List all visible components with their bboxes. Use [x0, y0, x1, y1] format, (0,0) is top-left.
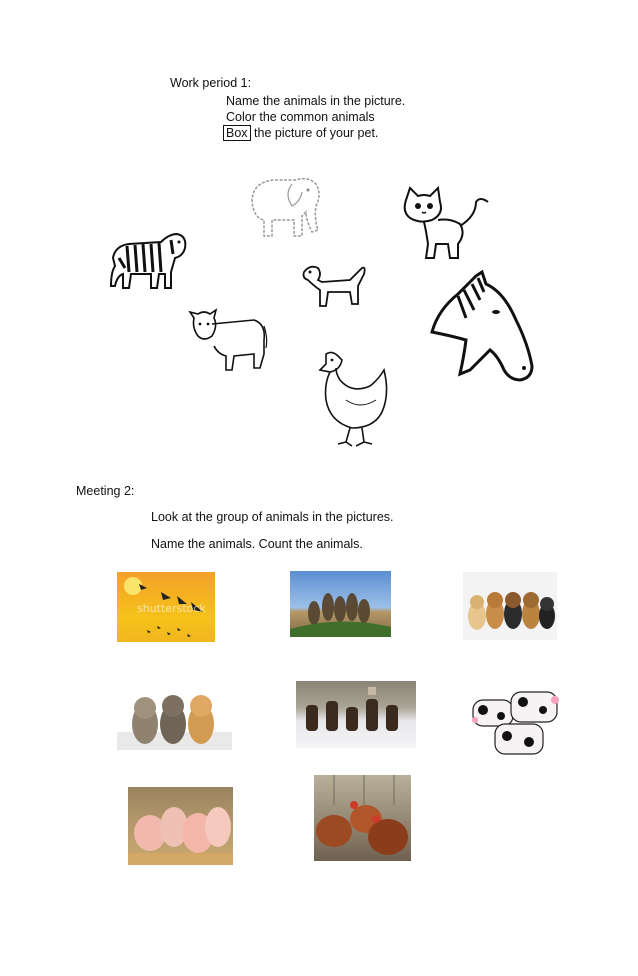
work-period-heading: Work period 1:: [170, 76, 252, 90]
instruction-box-pet: [226, 125, 378, 141]
instruction-name-animals: Name the animals in the picture.: [226, 94, 406, 108]
dog-drawing: [300, 262, 370, 312]
puppies-photo: [463, 572, 557, 640]
birds-sunset-photo: [117, 572, 215, 648]
watermark-text: shutterstock: [137, 602, 206, 615]
elephant-drawing: [244, 172, 324, 242]
instruction-box-rest: the picture of your pet.: [250, 126, 379, 140]
piglets-photo: [128, 787, 233, 865]
instruction-look-group: Look at the group of animals in the pictures.: [151, 510, 394, 524]
boxed-word: Box: [223, 125, 251, 141]
meerkats-photo: [290, 571, 391, 637]
horses-snow-photo: [296, 681, 416, 748]
hen-drawing: [316, 350, 392, 450]
meeting-heading: Meeting 2:: [76, 484, 135, 498]
kittens-photo: [117, 688, 232, 750]
cows-cartoon-photo: [467, 686, 570, 764]
instruction-name-count: Name the animals. Count the animals.: [151, 537, 363, 551]
instruction-color-common: Color the common animals: [226, 110, 375, 124]
hens-photo: [314, 775, 411, 861]
cat-drawing: [400, 186, 494, 264]
horse-head-drawing: [428, 270, 534, 382]
tiger-drawing: [105, 228, 189, 294]
cow-drawing: [188, 308, 268, 374]
